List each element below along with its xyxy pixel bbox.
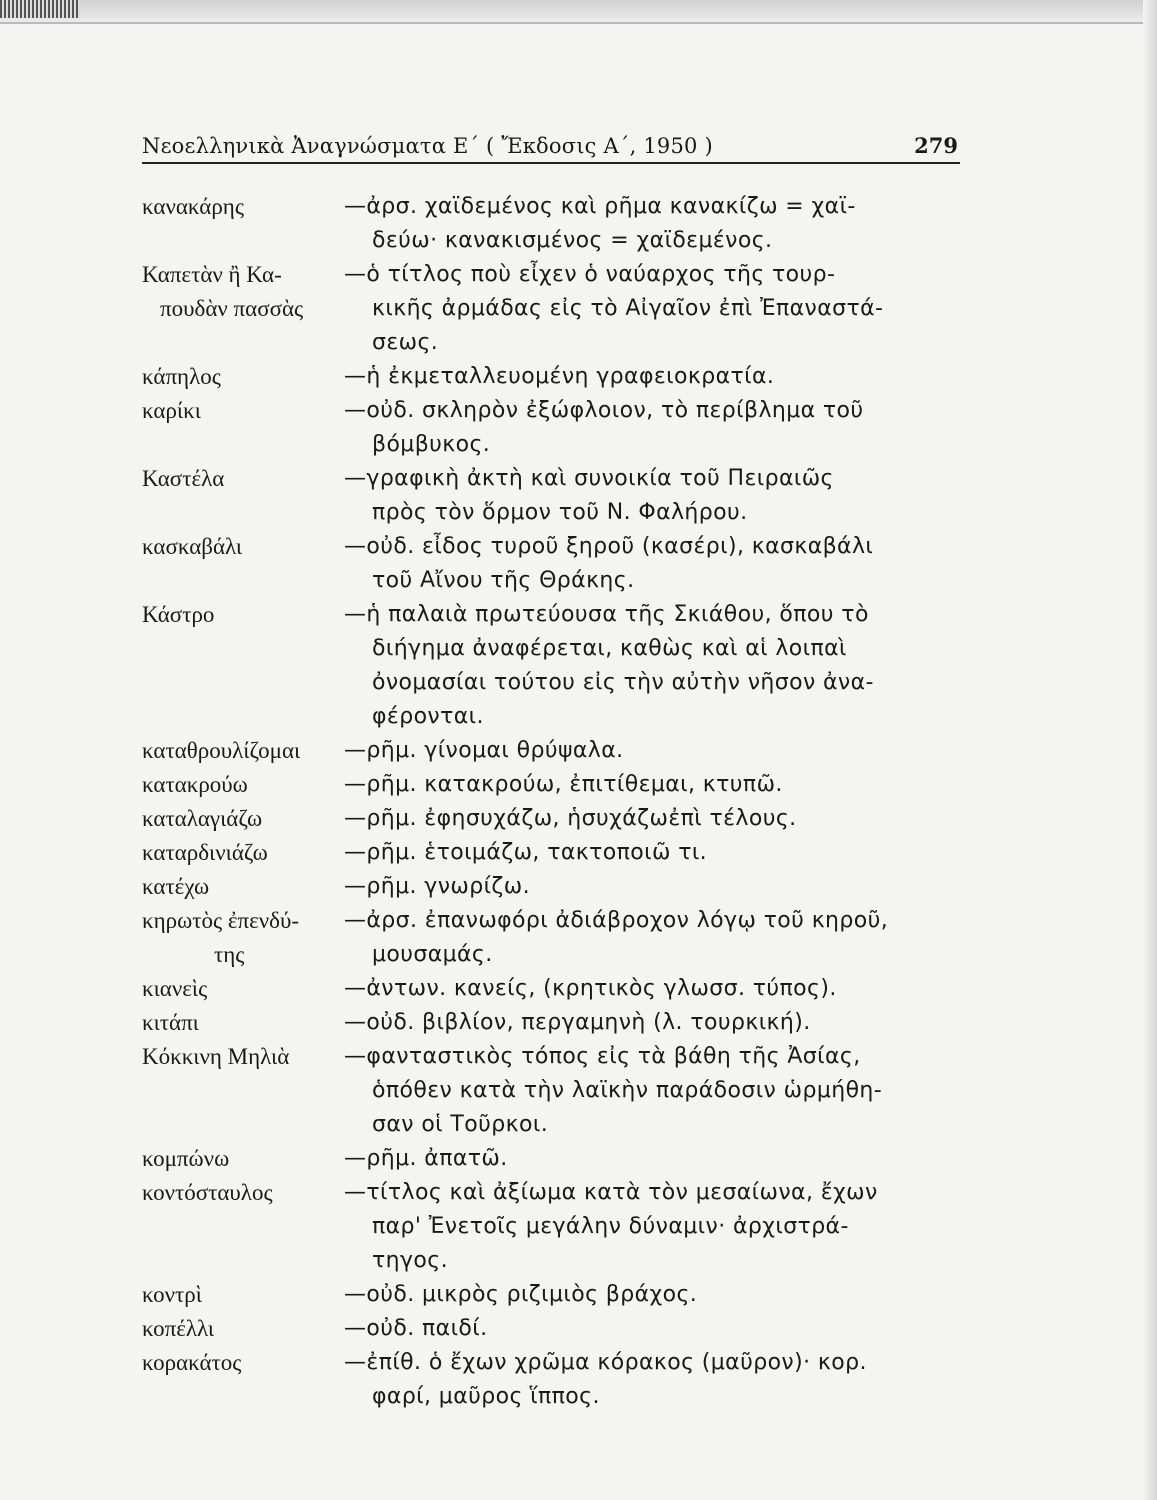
- entry-term-line: κατακρούω: [142, 772, 248, 797]
- entry-term: [142, 258, 352, 360]
- entry-term-line: κοπέλλι: [142, 1316, 215, 1341]
- entry-definition-line: —ἀντων. κανείς, (κρητικὸς γλωσσ. τύπος).: [344, 976, 837, 1001]
- entry-term: [142, 1312, 352, 1346]
- entry-definition-line: —οὐδ. βιβλίον, περγαμηνὴ (λ. τουρκική).: [344, 1010, 811, 1035]
- entry-definition-line: —τίτλος καὶ ἀξίωμα κατὰ τὸν μεσαίωνα, ἔχων: [344, 1180, 878, 1205]
- entry-definition-line: —ρῆμ. ἑτοιμάζω, τακτοποιῶ τι.: [344, 840, 708, 865]
- entry-definition-line: σεως.: [372, 330, 439, 355]
- glossary-entry: [142, 462, 972, 530]
- glossary-entry: [142, 1040, 972, 1142]
- entry-term: [142, 802, 352, 836]
- entry-term-line: κομπώνω: [142, 1146, 230, 1171]
- entry-definition-line: φαρί, μαῦρος ἵππος.: [372, 1384, 600, 1409]
- entry-term-line: κοντρὶ: [142, 1282, 202, 1307]
- entry-definition-line: παρ' Ἐνετοῖς μεγάλην δύναμιν· ἀρχιστρά-: [372, 1214, 849, 1239]
- glossary-entry: [142, 360, 972, 394]
- glossary-entry: [142, 598, 972, 734]
- entry-term: [142, 1142, 352, 1176]
- entry-term: [142, 904, 352, 972]
- entry-definition-line: —οὐδ. παιδί.: [344, 1316, 488, 1341]
- entry-definition-line: βόμβυκος.: [372, 432, 491, 457]
- entry-definition: [344, 836, 972, 870]
- entry-term: [142, 1278, 352, 1312]
- entry-term: [142, 462, 352, 530]
- header-title: Νεοελληνικὰ Ἀναγνώσματα Ε΄ ( Ἔκδοσις Α΄, 1950 ): [142, 134, 713, 158]
- entry-definition: [344, 598, 972, 734]
- entry-term-line: κατέχω: [142, 874, 210, 899]
- entry-definition: [344, 904, 972, 972]
- entry-definition: [344, 1040, 972, 1142]
- entry-definition-line: διήγημα ἀναφέρεται, καθὼς καὶ αἱ λοιπαὶ: [372, 636, 847, 661]
- entry-definition-line: κικῆς ἀρμάδας εἰς τὸ Αἰγαῖον ἐπὶ Ἐπαναστά-: [372, 296, 884, 321]
- entry-term-line: κιανεὶς: [142, 976, 208, 1001]
- entry-definition: [344, 530, 972, 598]
- entry-definition-line: —ἡ ἐκμεταλλευομένη γραφειοκρατία.: [344, 364, 775, 389]
- entry-definition: [344, 1176, 972, 1278]
- entry-definition: [344, 190, 972, 258]
- glossary-entry: [142, 394, 972, 462]
- entry-definition: [344, 734, 972, 768]
- entry-definition-line: τοῦ Αἴνου τῆς Θράκης.: [372, 568, 635, 593]
- entry-definition: [344, 462, 972, 530]
- entry-term: [142, 870, 352, 904]
- entry-term: [142, 972, 352, 1006]
- entry-definition-line: —ἀρσ. χαϊδεμένος καὶ ρῆμα κανακίζω = χαϊ-: [344, 194, 856, 219]
- entry-term-line: κηρωτὸς ἐπενδύ-: [142, 908, 300, 933]
- running-header: [142, 126, 960, 164]
- entry-definition-line: —ρῆμ. ἀπατῶ.: [344, 1146, 508, 1171]
- entry-definition: [344, 1142, 972, 1176]
- glossary-entry: [142, 802, 972, 836]
- entry-term-line: Κόκκινη Μηλιὰ: [142, 1044, 290, 1069]
- binding-mark: [0, 0, 80, 18]
- entry-term-line: καταλαγιάζω: [142, 806, 263, 831]
- glossary-entry: [142, 734, 972, 768]
- entry-term: [142, 1176, 352, 1278]
- entry-term: [142, 598, 352, 734]
- entry-term-line: κανακάρης: [142, 194, 244, 219]
- glossary-entry: [142, 1312, 972, 1346]
- glossary-entry: [142, 870, 972, 904]
- glossary-entry: [142, 1142, 972, 1176]
- glossary-entry: [142, 1176, 972, 1278]
- entry-term-line: κορακάτος: [142, 1350, 242, 1375]
- entry-term: [142, 734, 352, 768]
- entry-term-line: πουδὰν πασσὰς: [160, 296, 304, 321]
- entry-definition-line: —ὁ τίτλος ποὺ εἶχεν ὁ ναύαρχος τῆς τουρ-: [344, 262, 836, 287]
- entry-definition-line: τηγος.: [372, 1248, 448, 1273]
- glossary-entry: [142, 258, 972, 360]
- entry-definition-line: ὁπόθεν κατὰ τὴν λαϊκὴν παράδοσιν ὡρμήθη-: [372, 1078, 883, 1103]
- entry-definition-line: —οὐδ. εἶδος τυροῦ ξηροῦ (κασέρι), κασκαβάλι: [344, 534, 874, 559]
- entry-term: [142, 394, 352, 462]
- entry-term: [142, 1040, 352, 1142]
- entry-term-line: κοντόσταυλος: [142, 1180, 273, 1205]
- glossary-entry: [142, 530, 972, 598]
- glossary-entry: [142, 190, 972, 258]
- entry-definition: [344, 360, 972, 394]
- glossary-entry: [142, 904, 972, 972]
- entry-definition-line: —γραφικὴ ἀκτὴ καὶ συνοικία τοῦ Πειραιῶς: [344, 466, 834, 491]
- entry-definition: [344, 394, 972, 462]
- entry-definition-line: —ἀρσ. ἐπανωφόρι ἀδιάβροχον λόγῳ τοῦ κηροῦ,: [344, 908, 889, 933]
- entry-definition: [344, 258, 972, 360]
- page-top-edge: [0, 0, 1157, 24]
- entry-term: [142, 768, 352, 802]
- entry-definition-line: δεύω· κανακισμένος = χαϊδεμένος.: [372, 228, 773, 253]
- entry-term: [142, 360, 352, 394]
- entry-definition: [344, 802, 972, 836]
- entry-term-line: της: [214, 942, 245, 967]
- entry-term-line: κασκαβάλι: [142, 534, 243, 559]
- glossary-entry: [142, 836, 972, 870]
- entry-definition-line: —ρῆμ. ἐφησυχάζω, ἡσυχάζωἐπὶ τέλους.: [344, 806, 797, 831]
- entry-definition: [344, 972, 972, 1006]
- entry-term-line: Καπετὰν ἢ Κα-: [142, 262, 282, 287]
- entry-definition-line: —φανταστικὸς τόπος εἰς τὰ βάθη τῆς Ἀσίας,: [344, 1044, 861, 1069]
- entry-definition: [344, 870, 972, 904]
- entry-term-line: κάπηλος: [142, 364, 221, 389]
- entry-term-line: Καστέλα: [142, 466, 225, 491]
- entry-term: [142, 530, 352, 598]
- glossary-entries: [142, 190, 972, 1414]
- entry-term: [142, 836, 352, 870]
- entry-term-line: Κάστρο: [142, 602, 215, 627]
- page-number: 279: [914, 133, 958, 158]
- entry-term-line: κιτάπι: [142, 1010, 199, 1035]
- entry-definition: [344, 768, 972, 802]
- entry-definition-line: σαν οἱ Τοῦρκοι.: [372, 1112, 549, 1137]
- entry-definition: [344, 1312, 972, 1346]
- entry-definition-line: —ρῆμ. γνωρίζω.: [344, 874, 531, 899]
- entry-definition: [344, 1346, 972, 1414]
- glossary-entry: [142, 1006, 972, 1040]
- entry-definition-line: μουσαμάς.: [372, 942, 493, 967]
- entry-definition-line: —οὐδ. σκληρὸν ἐξώφλοιον, τὸ περίβλημα τοῦ: [344, 398, 864, 423]
- entry-definition: [344, 1006, 972, 1040]
- glossary-entry: [142, 768, 972, 802]
- page-right-shadow: [1143, 0, 1157, 1500]
- entry-term-line: καρίκι: [142, 398, 201, 423]
- entry-term: [142, 1346, 352, 1414]
- entry-definition-line: φέρονται.: [372, 704, 484, 729]
- entry-term-line: καταρδινιάζω: [142, 840, 268, 865]
- entry-term: [142, 1006, 352, 1040]
- entry-definition-line: πρὸς τὸν ὅρμον τοῦ Ν. Φαλήρου.: [372, 500, 748, 525]
- entry-definition-line: —ἡ παλαιὰ πρωτεύουσα τῆς Σκιάθου, ὅπου τὸ: [344, 602, 869, 627]
- entry-definition-line: —ρῆμ. γίνομαι θρύψαλα.: [344, 738, 624, 763]
- glossary-entry: [142, 972, 972, 1006]
- glossary-entry: [142, 1278, 972, 1312]
- entry-definition-line: —οὐδ. μικρὸς ριζιμιὸς βράχος.: [344, 1282, 698, 1307]
- entry-definition-line: —ρῆμ. κατακρούω, ἐπιτίθεμαι, κτυπῶ.: [344, 772, 783, 797]
- entry-term-line: καταθρουλίζομαι: [142, 738, 301, 763]
- entry-definition: [344, 1278, 972, 1312]
- entry-term: [142, 190, 352, 258]
- entry-definition-line: —ἐπίθ. ὁ ἔχων χρῶμα κόρακος (μαῦρον)· κορ.: [344, 1350, 867, 1375]
- entry-definition-line: ὀνομασίαι τούτου εἰς τὴν αὐτὴν νῆσον ἀνα-: [372, 670, 874, 695]
- glossary-entry: [142, 1346, 972, 1414]
